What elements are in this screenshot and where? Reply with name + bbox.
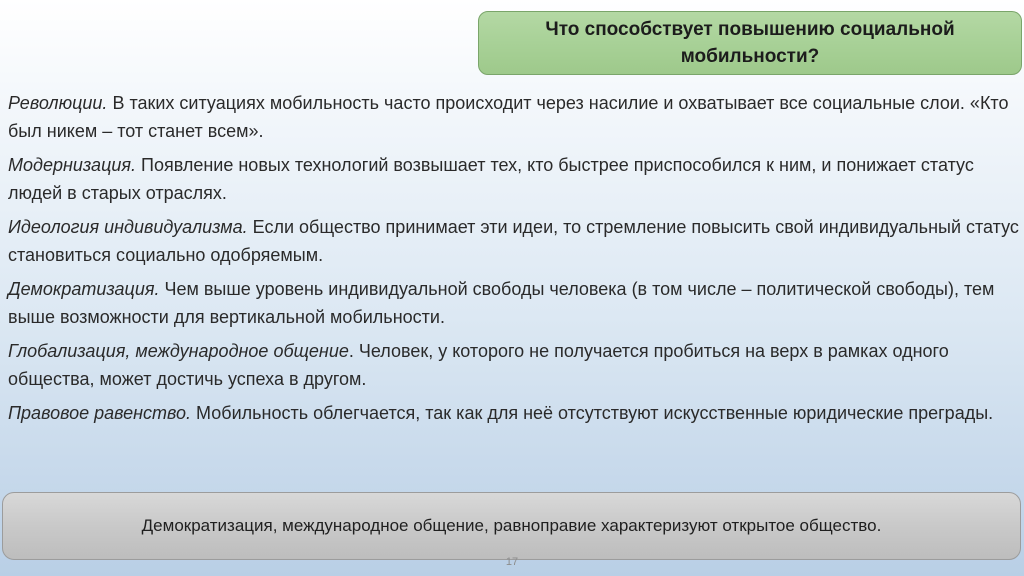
paragraph-list	[8, 89, 1020, 433]
paragraph-term: Правовое равенство.	[8, 403, 192, 423]
paragraph-text: Если общество принимает эти идеи, то стремление повысить свой индивидуальный статус становиться социально одобряемым.	[8, 217, 1019, 265]
slide-title: Что способствует повышению социальной мобильности?	[545, 19, 955, 67]
paragraph-term: Революции.	[8, 93, 108, 113]
paragraph-term: Глобализация, международное общение	[8, 341, 349, 361]
paragraph-term: Идеология индивидуализма.	[8, 217, 248, 237]
paragraph-modernization	[8, 151, 1020, 207]
conclusion-text: Демократизация, международное общение, равноправие характеризуют открытое общество.	[141, 516, 882, 535]
paragraph-term: Модернизация.	[8, 155, 136, 175]
paragraph-text: Появление новых технологий возвышает тех, кто быстрее приспособился к ним, и понижает статус людей в старых отраслях.	[8, 155, 974, 203]
paragraph-term: Демократизация.	[8, 279, 160, 299]
conclusion-box	[2, 492, 1021, 560]
paragraph-globalization	[8, 337, 1020, 393]
paragraph-democratization	[8, 275, 1020, 331]
paragraph-text: Чем выше уровень индивидуальной свободы человека (в том числе – политической свободы), тем выше возможности для вертикальной мобильности.	[8, 279, 995, 327]
paragraph-revolutions	[8, 89, 1020, 145]
page-number: 17	[505, 556, 519, 568]
title-box	[478, 11, 1022, 75]
paragraph-individualism	[8, 213, 1020, 269]
paragraph-text: В таких ситуациях мобильность часто происходит через насилие и охватывает все социальные слои. «Кто был никем – тот станет всем».	[8, 93, 1009, 141]
paragraph-text: . Человек, у которого не получается пробиться на верх в рамках одного общества, может достичь успеха в другом.	[8, 341, 949, 389]
paragraph-legal-equality	[8, 399, 1020, 427]
paragraph-text: Мобильность облегчается, так как для неё отсутствуют искусственные юридические преграды.	[191, 403, 994, 423]
